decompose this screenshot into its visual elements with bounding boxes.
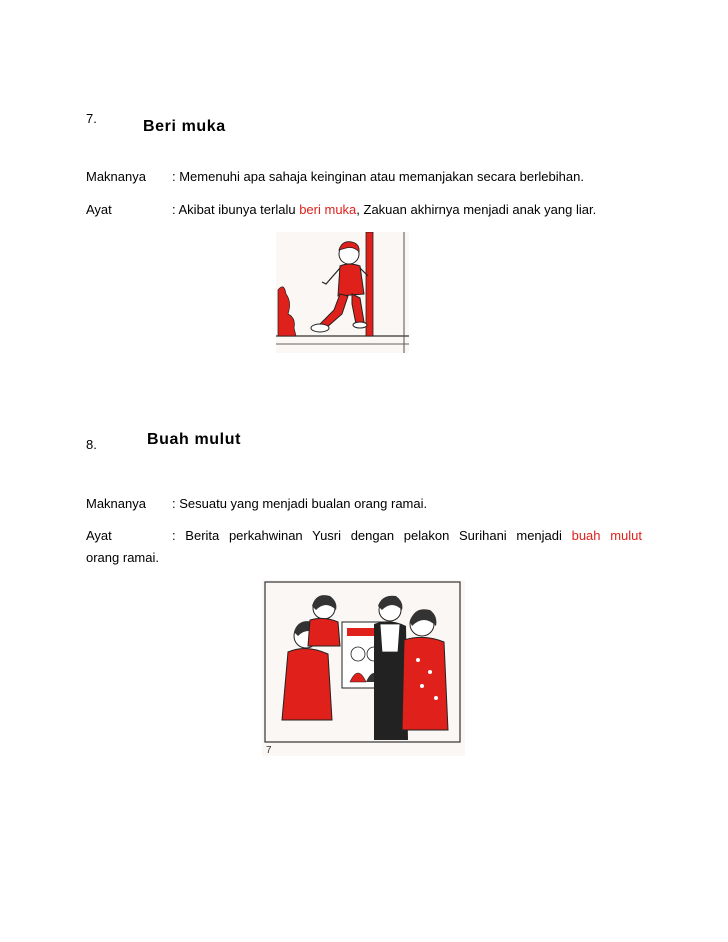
ayat-label: Ayat xyxy=(86,528,112,543)
item-8-number: 8. xyxy=(86,437,97,452)
item-7-number: 7. xyxy=(86,111,97,126)
item-8-maknanya-row xyxy=(86,493,427,515)
illustration-boy-climbing xyxy=(276,232,409,353)
item-8-ayat-row xyxy=(86,525,642,569)
item-7-title: Beri muka xyxy=(143,118,226,135)
ayat-text-after: , Zakuan akhirnya menjadi anak yang liar. xyxy=(356,202,597,217)
maknanya-label: Maknanya xyxy=(86,169,146,184)
ayat-text-before: : Berita perkahwinan Yusri dengan pelakon Surihani menjadi xyxy=(172,528,572,543)
ayat-text-before: : Akibat ibunya terlalu xyxy=(172,202,300,217)
maknanya-text: : Memenuhi apa sahaja keinginan atau memanjakan secara berlebihan. xyxy=(172,169,584,184)
illustration-gossip xyxy=(262,580,465,756)
gossip-drawing xyxy=(262,580,465,756)
ayat-label: Ayat xyxy=(86,202,112,217)
ayat-highlight: buah mulut xyxy=(571,528,642,543)
ayat-line-1 xyxy=(86,525,642,547)
item-7-maknanya-row xyxy=(86,166,584,188)
boy-climbing-drawing xyxy=(276,232,409,353)
illustration-caption: 7 xyxy=(266,745,272,756)
item-7-ayat-row xyxy=(86,199,596,221)
ayat-highlight: beri muka xyxy=(299,202,357,217)
item-8-title: Buah mulut xyxy=(147,431,241,448)
maknanya-label: Maknanya xyxy=(86,496,146,511)
maknanya-text: : Sesuatu yang menjadi bualan orang ramai. xyxy=(172,496,428,511)
ayat-line-2: orang ramai. xyxy=(86,550,159,565)
